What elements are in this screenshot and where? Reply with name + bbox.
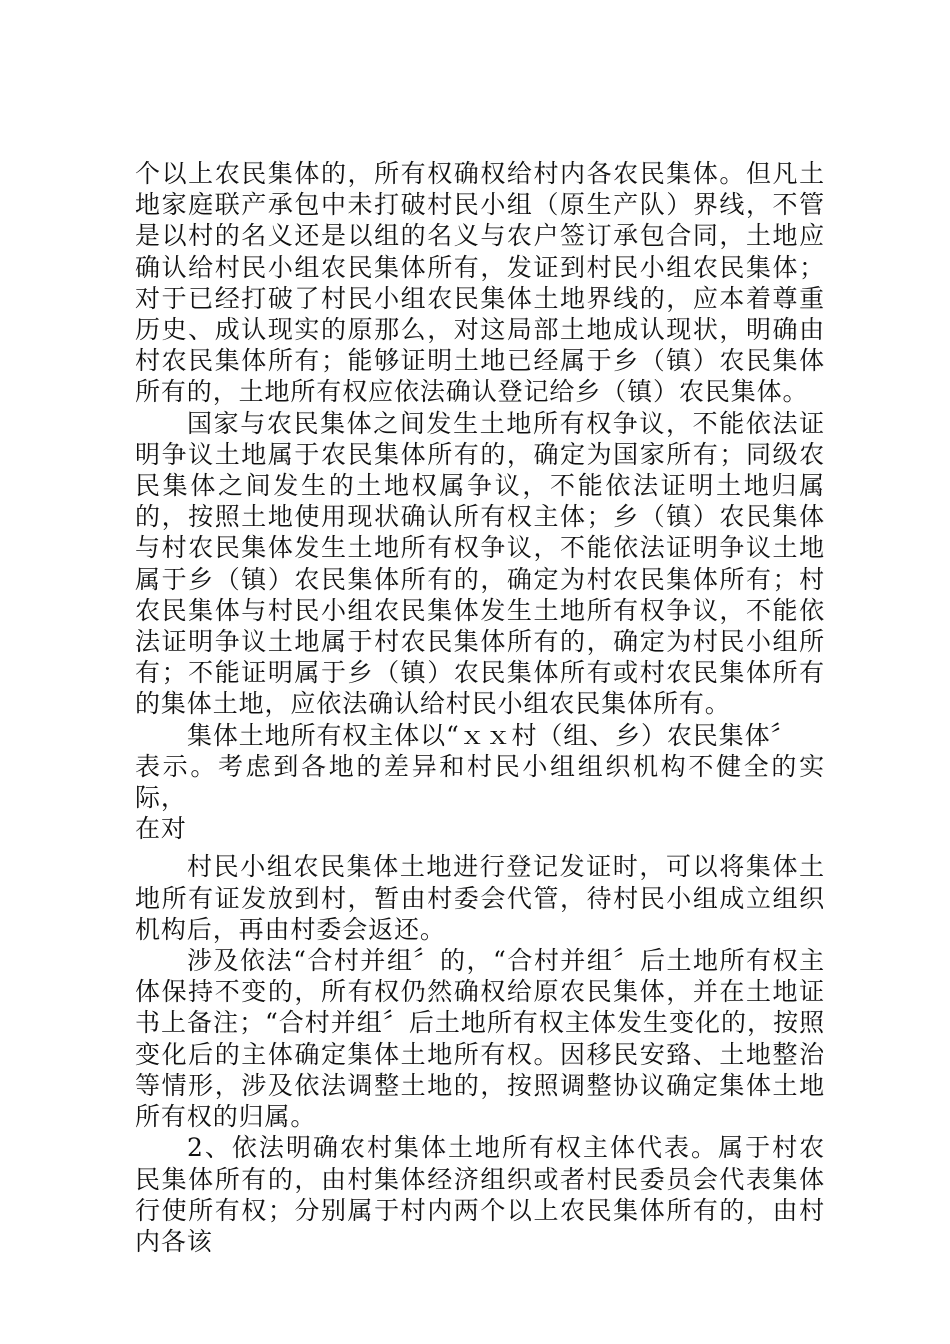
paragraph-4: 村民小组农民集体土地进行登记发证时，可以将集体土地所有证发放到村，暂由村委会代管，待村民小组成立组织机构后，再由村委会返还。: [135, 852, 825, 944]
paragraph-3-line-1: 集体土地所有权主体以“ｘｘ村（组、乡）农民集体〞: [187, 720, 797, 750]
paragraph-1: 个以上农民集体的，所有权确权给村内各农民集体。但凡土地家庭联产承包中未打破村民小组（原生产队）界线，不管是以村的名义还是以组的名义与农户签订承包合同，土地应确认给村民小组农民集体所有，发证到村民小组农民集体；对于已经打破了村民小组农民集体土地界线的，应本着尊重历史、成认现实的原那么，对这局部土地成认现状，明确由村农民集体所有；能够证明土地已经属于乡（镇）农民集体所有的，土地所有权应依法确认登记给乡（镇）农民集体。: [135, 159, 825, 407]
document-body: [135, 158, 825, 1257]
paragraph-2: 国家与农民集体之间发生土地所有权争议，不能依法证明争议土地属于农民集体所有的，确定为国家所有；同级农民集体之间发生的土地权属争议，不能依法证明土地归属的，按照土地使用现状确认所有权主体；乡（镇）农民集体与村农民集体发生土地所有权争议，不能依法证明争议土地属于乡（镇）农民集体所有的，确定为村农民集体所有；村农民集体与村民小组农民集体发生土地所有权争议，不能依法证明争议土地属于村农民集体所有的，确定为村民小组所有；不能证明属于乡（镇）农民集体所有或村农民集体所有的集体土地，应依法确认给村民小组农民集体所有。: [135, 408, 825, 719]
paragraph-6: 2、依法明确农村集体土地所有权主体代表。属于村农民集体所有的，由村集体经济组织或者村民委员会代表集体行使所有权；分别属于村内两个以上农民集体所有的，由村内各该: [135, 1133, 825, 1256]
paragraph-3-line-3: 在对: [135, 814, 187, 844]
paragraph-3-line-2: 表示。考虑到各地的差异和村民小组组织机构不健全的实际，: [135, 751, 825, 813]
paragraph-5: 涉及依法“合村并组〞的，“合村并组〞后土地所有权主体保持不变的，所有权仍然确权给原农民集体，并在土地证书上备注；“合村并组〞后土地所有权主体发生变化的，按照变化后的主体确定集体土地所有权。因移民安臵、土地整治等情形，涉及依法调整土地的，按照调整协议确定集体土地所有权的归属。: [135, 946, 825, 1132]
